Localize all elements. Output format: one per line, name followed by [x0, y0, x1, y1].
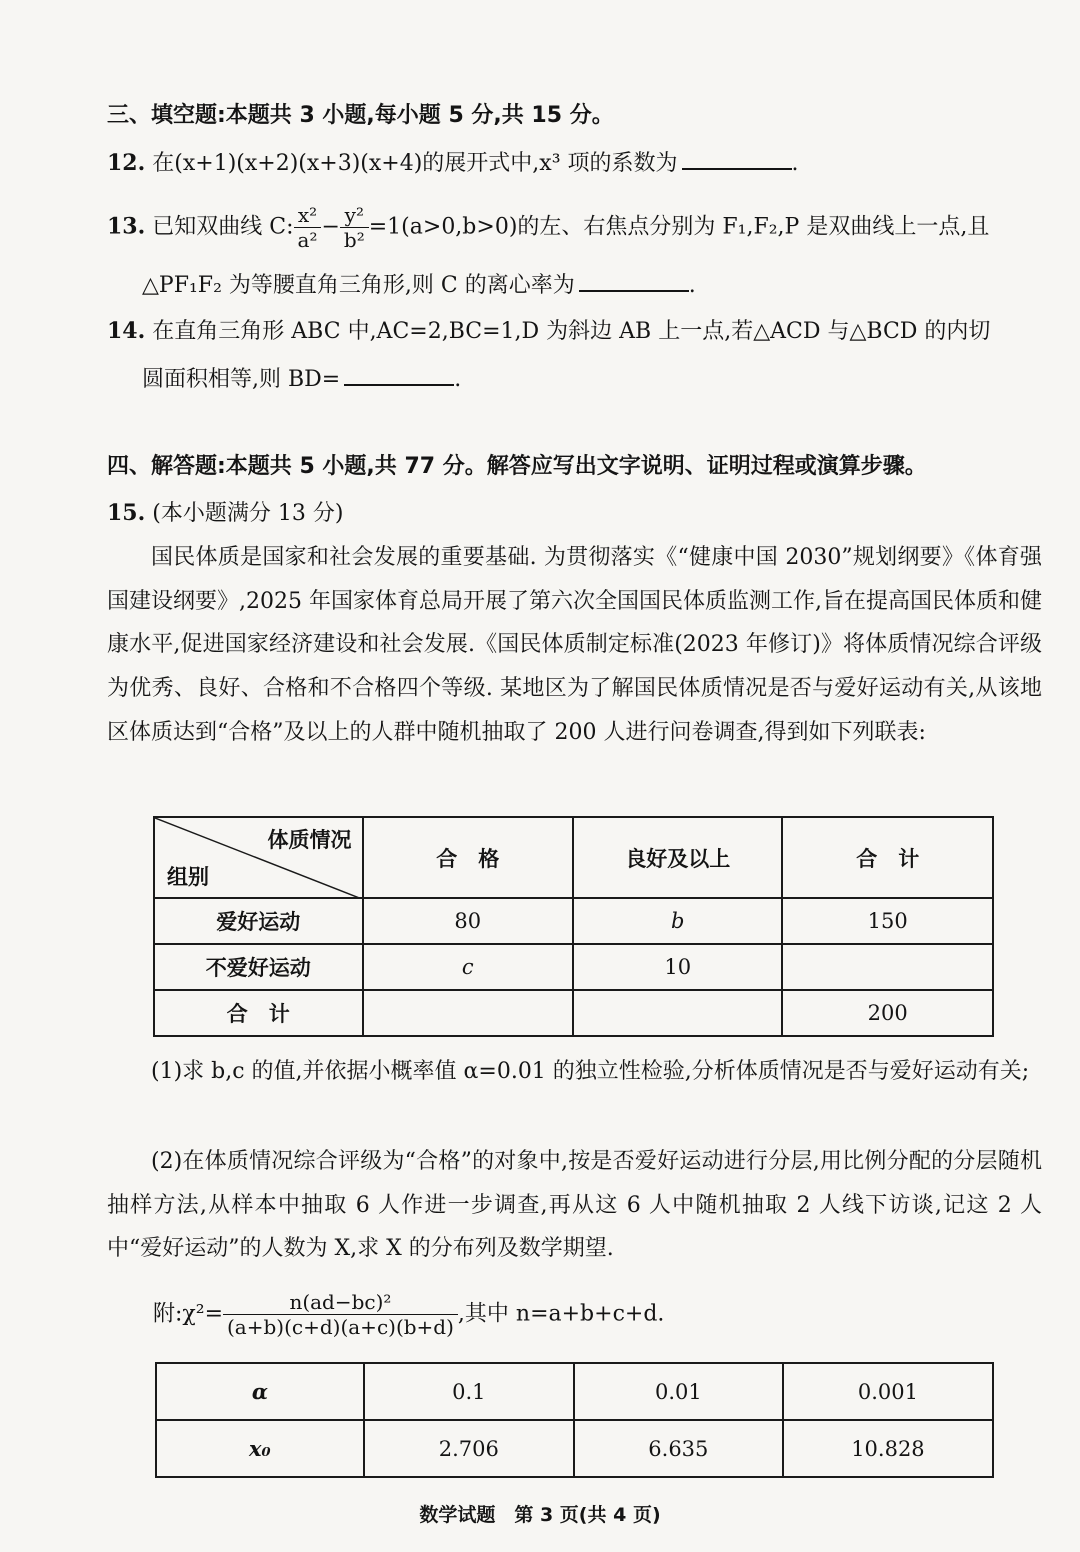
table-cell: b — [573, 898, 782, 944]
question-12-end: . — [791, 151, 799, 176]
table-cell — [363, 990, 574, 1036]
question-13-pre: 已知双曲线 C: — [152, 214, 294, 240]
question-13-number: 13. — [107, 213, 146, 240]
table-row — [156, 1363, 993, 1420]
col-header-pass: 合 格 — [363, 817, 574, 898]
question-14-line-2 — [142, 362, 461, 395]
formula-post: ,其中 n=a+b+c+d. — [457, 1301, 665, 1327]
question-13-line-1 — [107, 203, 989, 252]
question-15-title: (本小题满分 13 分) — [152, 501, 344, 526]
col-header-total: 合 计 — [782, 817, 993, 898]
answer-blank-12[interactable] — [682, 146, 792, 170]
table-row — [156, 1420, 993, 1477]
question-13-end: . — [688, 273, 696, 298]
table-row — [154, 944, 993, 990]
critical-value-table — [155, 1362, 994, 1478]
question-14-line-1 — [107, 316, 990, 347]
table-cell: 200 — [782, 990, 993, 1036]
col-header-good: 良好及以上 — [573, 817, 782, 898]
contingency-table — [153, 816, 994, 1037]
table-cell: 6.635 — [574, 1420, 783, 1477]
row-label: 爱好运动 — [154, 898, 363, 944]
fraction-b2-bottom: b² — [340, 227, 369, 252]
question-13-line-2 — [142, 268, 696, 301]
fraction-x2-top: x² — [297, 203, 318, 227]
fraction-y2-b2 — [340, 203, 369, 252]
minus-sign: − — [321, 214, 340, 240]
question-15-paragraph: 国民体质是国家和社会发展的重要基础. 为贯彻落实《“健康中国 2030”规划纲要》《体育强国建设纲要》,2025 年国家体育总局开展了第六次全国国民体质监测工作,旨在提高国民体质和健康水平,促进国家经济建设和社会发展.《国民体质制定标准(2023 年修订)》将体质情况综合评级为优秀、良好、合格和不合格四个等级. 某地区为了解国民体质情况是否与爱好运动有关,从该地区体质达到“合格”及以上的人群中随机抽取了 200 人进行问卷调查,得到如下列联表: — [107, 545, 1042, 745]
table-cell: 0.001 — [783, 1363, 993, 1420]
question-14-line2-text: 圆面积相等,则 BD= — [142, 367, 341, 392]
row-label: 合 计 — [154, 990, 363, 1036]
question-15-number: 15. — [107, 500, 146, 526]
table-cell — [573, 990, 782, 1036]
fraction-x2-a2 — [294, 203, 322, 252]
row-label: 不爱好运动 — [154, 944, 363, 990]
table-cell: 150 — [782, 898, 993, 944]
formula-denominator: (a+b)(c+d)(a+c)(b+d) — [223, 1314, 458, 1339]
table-cell — [782, 944, 993, 990]
row-label-x0: x₀ — [156, 1420, 364, 1477]
table-row — [154, 990, 993, 1036]
chi-square-formula — [153, 1290, 664, 1339]
question-12 — [107, 146, 799, 179]
section-3-heading: 三、填空题:本题共 3 小题,每小题 5 分,共 15 分。 — [107, 103, 614, 128]
chi-square-fraction — [223, 1290, 458, 1339]
table-cell: 80 — [363, 898, 574, 944]
table-row — [154, 898, 993, 944]
formula-numerator: n(ad−bc)² — [289, 1290, 392, 1314]
question-15-part-1: (1)求 b,c 的值,并依据小概率值 α=0.01 的独立性检验,分析体质情况是否与爱好运动有关; — [151, 1059, 1030, 1084]
question-14-end: . — [454, 367, 462, 392]
question-13-post: =1(a>0,b>0)的左、右焦点分别为 F₁,F₂,P 是双曲线上一点,且 — [368, 214, 990, 240]
table-cell: 2.706 — [364, 1420, 574, 1477]
answer-blank-13[interactable] — [579, 268, 689, 292]
fraction-y2-top: y² — [344, 203, 364, 227]
table-cell: 10.828 — [783, 1420, 993, 1477]
question-13-line2-text: △PF₁F₂ 为等腰直角三角形,则 C 的离心率为 — [142, 273, 575, 298]
table-cell: 0.01 — [574, 1363, 783, 1420]
diagonal-header-bottom: 组别 — [167, 865, 209, 889]
table-cell: 10 — [573, 944, 782, 990]
question-14-number: 14. — [107, 318, 146, 344]
question-14-line1-text: 在直角三角形 ABC 中,AC=2,BC=1,D 为斜边 AB 上一点,若△ACD 与△BCD 的内切 — [152, 319, 991, 344]
table-cell: c — [363, 944, 574, 990]
diagonal-header-cell — [154, 817, 363, 898]
table-cell: 0.1 — [364, 1363, 574, 1420]
answer-blank-14[interactable] — [344, 362, 454, 386]
question-12-number: 12. — [107, 150, 146, 176]
diagonal-header-top: 体质情况 — [267, 828, 352, 852]
fraction-a2-bottom: a² — [294, 227, 322, 252]
question-15-header — [107, 498, 343, 529]
page-footer: 数学试题 第 3 页(共 4 页) — [419, 1504, 661, 1526]
question-12-text: 在(x+1)(x+2)(x+3)(x+4)的展开式中,x³ 项的系数为 — [152, 151, 678, 176]
section-4-heading: 四、解答题:本题共 5 小题,共 77 分。解答应写出文字说明、证明过程或演算步骤。 — [107, 454, 927, 479]
row-label-alpha: α — [156, 1363, 364, 1420]
question-15-part-2: (2)在体质情况综合评级为“合格”的对象中,按是否爱好运动进行分层,用比例分配的分层随机抽样方法,从样本中抽取 6 人作进一步调查,再从这 6 人中随机抽取 2 人线下访谈,记这 2 人中“爱好运动”的人数为 X,求 X 的分布列及数学期望. — [107, 1149, 1042, 1262]
formula-pre: 附:χ²= — [153, 1301, 223, 1327]
